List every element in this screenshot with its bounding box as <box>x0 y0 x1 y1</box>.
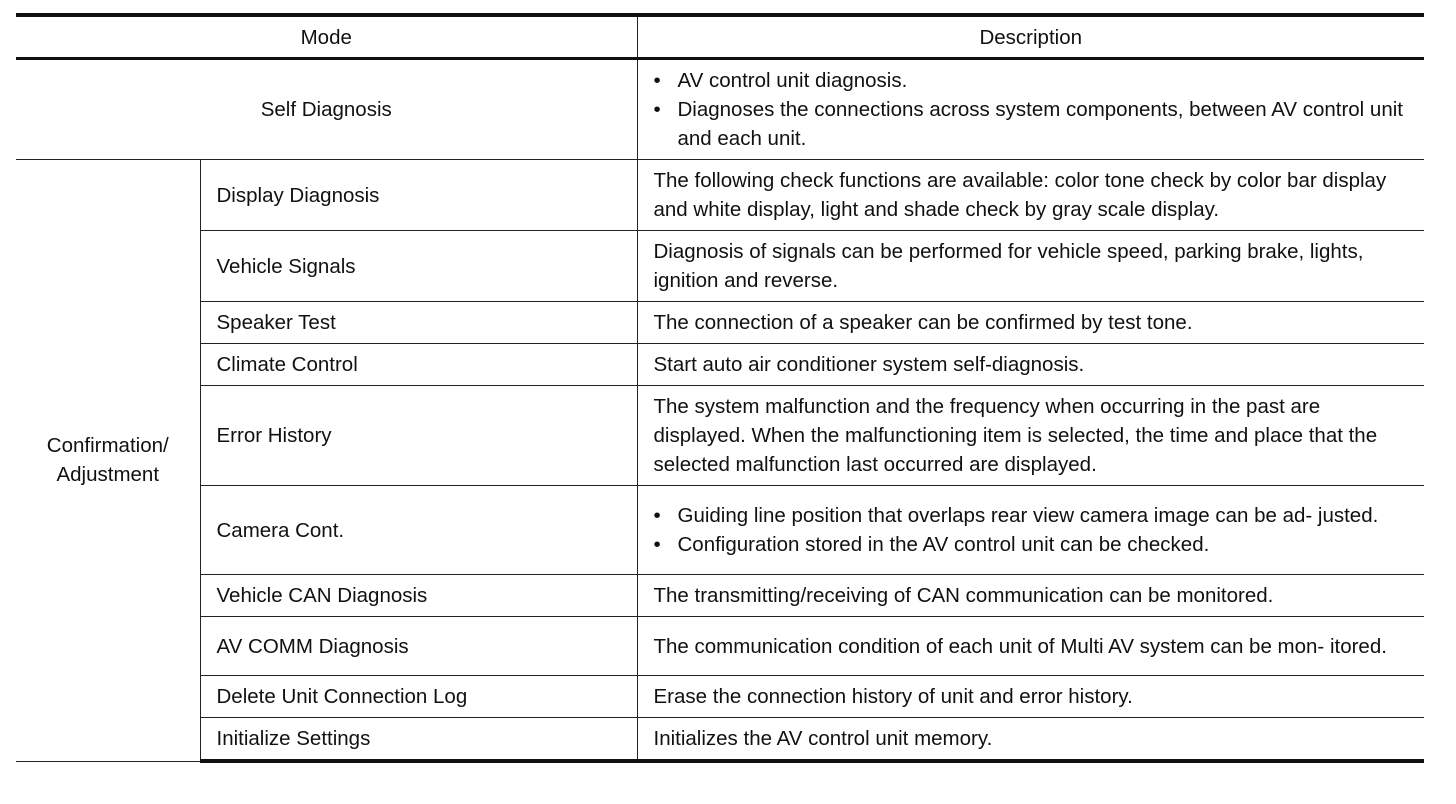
table-row <box>16 718 1424 762</box>
description-cell: The following check functions are available: color tone check by color bar display and white display, light and shade check by gray scale display. <box>637 160 1424 231</box>
table-row <box>16 575 1424 617</box>
description-cell: The communication condition of each unit of Multi AV system can be mon- itored. <box>637 617 1424 676</box>
group-label-confirmation-adjustment: Confirmation/ Adjustment <box>16 160 200 762</box>
table-row <box>16 160 1424 231</box>
bullet-item: • Configuration stored in the AV control unit can be checked. <box>654 530 1415 559</box>
mode-self-diagnosis: Self Diagnosis <box>16 59 637 160</box>
mode-cell: Vehicle Signals <box>200 231 637 302</box>
bullet-item: • AV control unit diagnosis. <box>654 66 1415 95</box>
bullet-icon: • <box>653 98 661 121</box>
table-row <box>16 617 1424 676</box>
mode-cell: Speaker Test <box>200 302 637 344</box>
table-header-row <box>16 15 1424 59</box>
mode-cell: Vehicle CAN Diagnosis <box>200 575 637 617</box>
bullet-icon: • <box>653 69 661 92</box>
table-row <box>16 231 1424 302</box>
description-cell: Start auto air conditioner system self-diagnosis. <box>637 344 1424 386</box>
mode-cell: Delete Unit Connection Log <box>200 676 637 718</box>
mode-description-table <box>16 13 1424 763</box>
mode-cell: Error History <box>200 386 637 486</box>
table-row <box>16 486 1424 575</box>
mode-cell: Camera Cont. <box>200 486 637 575</box>
description-cell <box>637 486 1424 575</box>
mode-cell: Display Diagnosis <box>200 160 637 231</box>
description-cell: The connection of a speaker can be confirmed by test tone. <box>637 302 1424 344</box>
table-row <box>16 386 1424 486</box>
bullet-list <box>654 66 1415 153</box>
mode-cell: Climate Control <box>200 344 637 386</box>
description-cell: The system malfunction and the frequency when occurring in the past are displayed. When the malfunctioning item is selected, the time and place that the selected malfunction last occurred are displayed. <box>637 386 1424 486</box>
description-cell: Diagnosis of signals can be performed for vehicle speed, parking brake, lights, ignition and reverse. <box>637 231 1424 302</box>
bullet-item: • Guiding line position that overlaps rear view camera image can be ad- justed. <box>654 501 1415 530</box>
table-row <box>16 344 1424 386</box>
description-cell <box>637 59 1424 160</box>
description-cell: The transmitting/receiving of CAN communication can be monitored. <box>637 575 1424 617</box>
header-description: Description <box>637 15 1424 59</box>
table-row <box>16 676 1424 718</box>
mode-cell: Initialize Settings <box>200 718 637 762</box>
mode-cell: AV COMM Diagnosis <box>200 617 637 676</box>
table-row <box>16 59 1424 160</box>
bullet-icon: • <box>653 533 661 556</box>
description-cell: Erase the connection history of unit and error history. <box>637 676 1424 718</box>
bullet-icon: • <box>653 504 661 527</box>
description-cell: Initializes the AV control unit memory. <box>637 718 1424 762</box>
header-mode: Mode <box>16 15 637 59</box>
bullet-list <box>654 501 1415 559</box>
table-row <box>16 302 1424 344</box>
bullet-item: • Diagnoses the connections across system components, between AV control unit and each unit. <box>654 95 1415 153</box>
